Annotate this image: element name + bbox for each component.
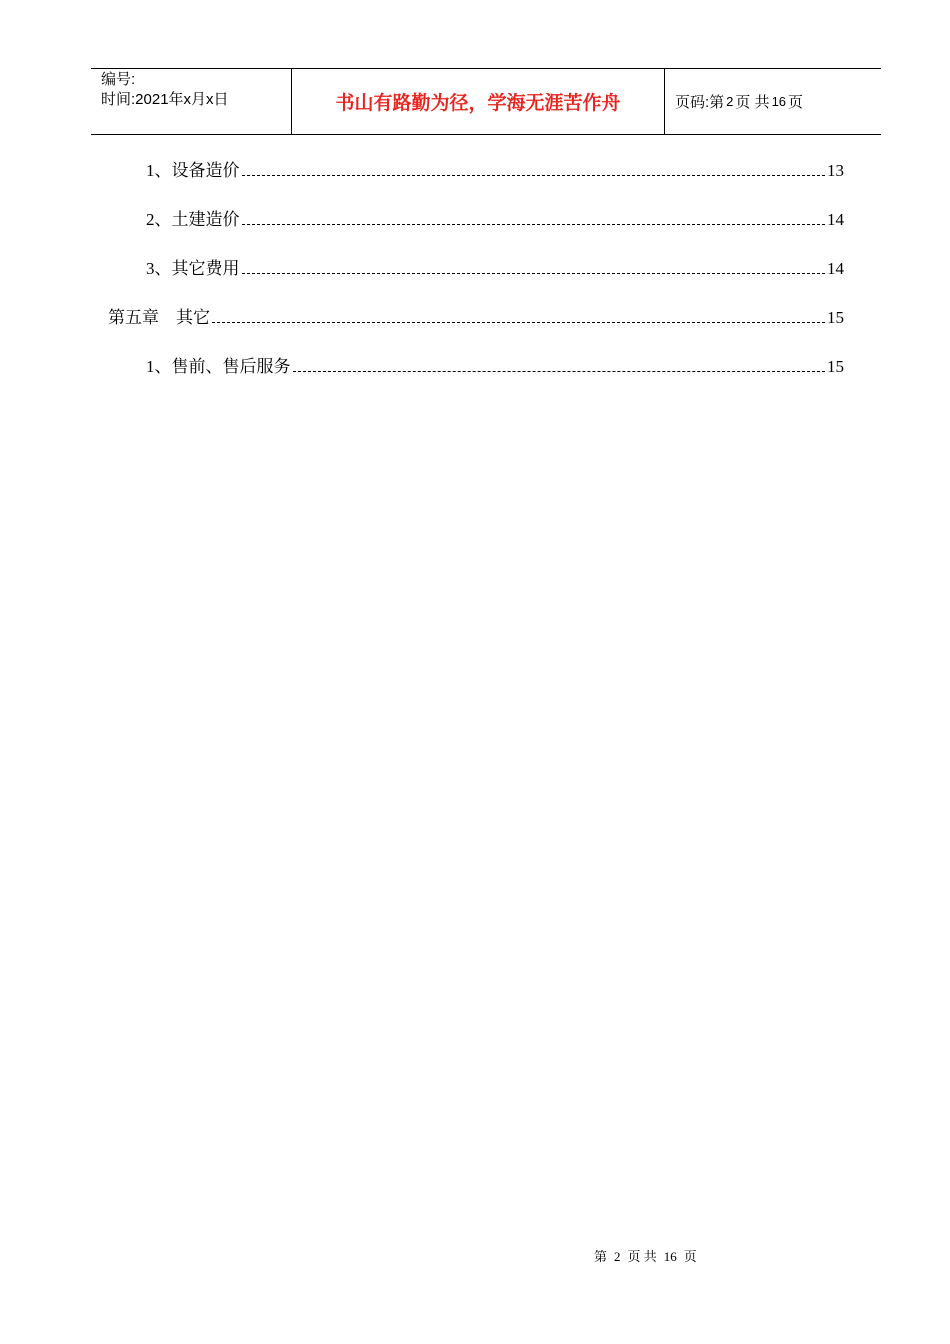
toc-entry-page: 15 (827, 357, 844, 376)
toc-entry[interactable] (146, 257, 844, 281)
toc-dot-leader (242, 273, 826, 274)
footer-prefix: 第 (594, 1249, 608, 1264)
header-motto: 书山有路勤为径，学海无涯苦作舟 (335, 92, 621, 114)
toc-entry-title: 1、设备造价 (146, 161, 240, 180)
footer-mid: 页 共 (627, 1249, 657, 1264)
toc-dot-leader (242, 224, 826, 225)
toc-dot-leader (242, 175, 826, 176)
toc-entry-page: 13 (827, 161, 844, 180)
header-id-label: 编号: (101, 71, 136, 88)
header-motto-cell (292, 69, 665, 134)
header-time-value: 2021年x月x日 (135, 91, 229, 108)
header-page-current: 2 (726, 94, 734, 109)
header-page-cell (665, 69, 881, 134)
footer-page-current: 2 (614, 1249, 621, 1264)
page-header (91, 68, 881, 135)
header-page-total: 16 (771, 94, 787, 109)
header-time-label: 时间: (101, 91, 136, 108)
page-footer (594, 1246, 697, 1265)
toc-entry-page: 14 (827, 259, 844, 278)
toc-entry[interactable] (146, 355, 844, 379)
toc-entry-title: 2、土建造价 (146, 210, 240, 229)
toc-entry-page: 14 (827, 210, 844, 229)
toc-entry-chapter[interactable] (108, 306, 844, 330)
header-time-row (101, 90, 291, 110)
toc-entry-title: 第五章 其它 (108, 308, 210, 327)
toc-entry-title: 1、售前、售后服务 (146, 357, 291, 376)
header-page-label: 页码:第 (675, 94, 725, 111)
toc-dot-leader (293, 371, 826, 372)
toc-entry[interactable] (146, 159, 844, 183)
toc-dot-leader (212, 322, 825, 323)
toc-entry-title: 3、其它费用 (146, 259, 240, 278)
footer-suffix: 页 (683, 1249, 697, 1264)
footer-page-total: 16 (663, 1249, 677, 1264)
toc-entry[interactable] (146, 208, 844, 232)
header-page-end: 页 (788, 94, 804, 111)
toc-entry-page: 15 (827, 308, 844, 327)
header-page-mid: 页 共 (735, 94, 770, 111)
header-meta-cell (91, 69, 292, 134)
